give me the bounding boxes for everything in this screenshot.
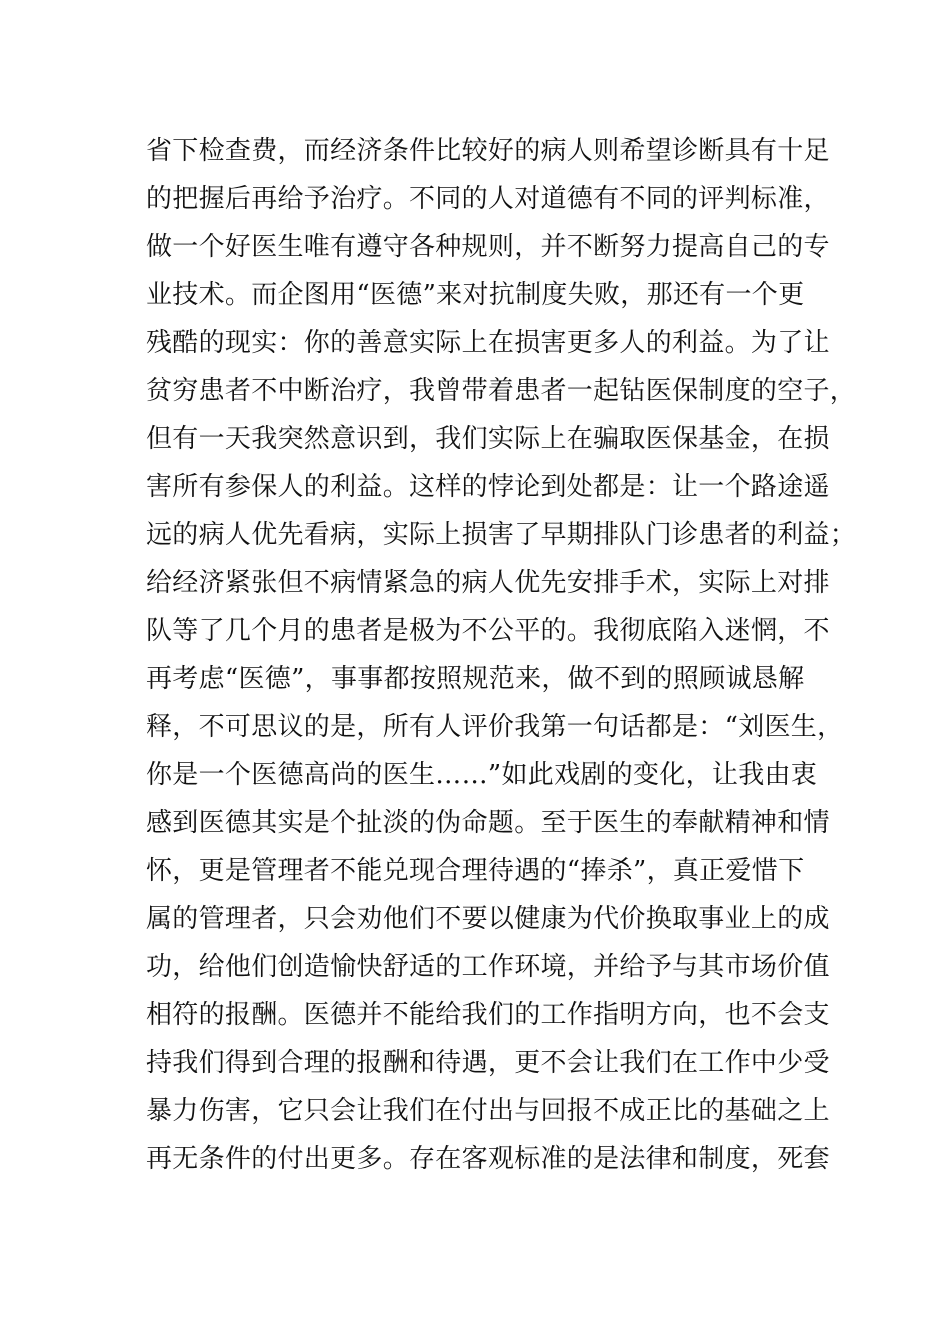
text-line: 怀，更是管理者不能兑现合理待遇的“捧杀”，真正爱惜下	[146, 856, 805, 886]
text-line: 队等了几个月的患者是极为不公平的。我彻底陷入迷惘，不	[146, 616, 830, 646]
text-line: 的把握后再给予治疗。不同的人对道德有不同的评判标准，	[146, 184, 830, 214]
text-line: 属的管理者，只会劝他们不要以健康为代价换取事业上的成	[146, 904, 830, 934]
text-line: 再无条件的付出更多。存在客观标准的是法律和制度，死套	[146, 1144, 830, 1174]
text-line: 暴力伤害，它只会让我们在付出与回报不成正比的基础之上	[146, 1096, 830, 1126]
text-line: 持我们得到合理的报酬和待遇，更不会让我们在工作中少受	[146, 1048, 830, 1078]
text-line: 省下检查费，而经济条件比较好的病人则希望诊断具有十足	[146, 136, 830, 166]
text-line: 贫穷患者不中断治疗，我曾带着患者一起钻医保制度的空子，	[146, 376, 857, 406]
text-line: 感到医德其实是个扯淡的伪命题。至于医生的奉献精神和情	[146, 808, 830, 838]
text-line: 远的病人优先看病，实际上损害了早期排队门诊患者的利益；	[146, 520, 857, 550]
text-line: 做一个好医生唯有遵守各种规则，并不断努力提高自己的专	[146, 232, 830, 262]
text-line: 功，给他们创造愉快舒适的工作环境，并给予与其市场价值	[146, 952, 830, 982]
text-line: 释，不可思议的是，所有人评价我第一句话都是：“刘医生，	[146, 712, 844, 742]
body-text	[146, 127, 857, 1183]
text-line: 你是一个医德高尚的医生……”如此戏剧的变化，让我由衷	[146, 760, 818, 790]
text-line: 相符的报酬。医德并不能给我们的工作指明方向，也不会支	[146, 1000, 830, 1030]
text-line: 业技术。而企图用“医德”来对抗制度失败，那还有一个更	[146, 280, 805, 310]
text-line: 残酷的现实：你的善意实际上在损害更多人的利益。为了让	[146, 328, 830, 358]
text-line: 但有一天我突然意识到，我们实际上在骗取医保基金，在损	[146, 424, 830, 454]
text-line: 再考虑“医德”，事事都按照规范来，做不到的照顾诚恳解	[146, 664, 805, 694]
text-line: 给经济紧张但不病情紧急的病人优先安排手术，实际上对排	[146, 568, 830, 598]
text-line: 害所有参保人的利益。这样的悖论到处都是：让一个路途遥	[146, 472, 830, 502]
